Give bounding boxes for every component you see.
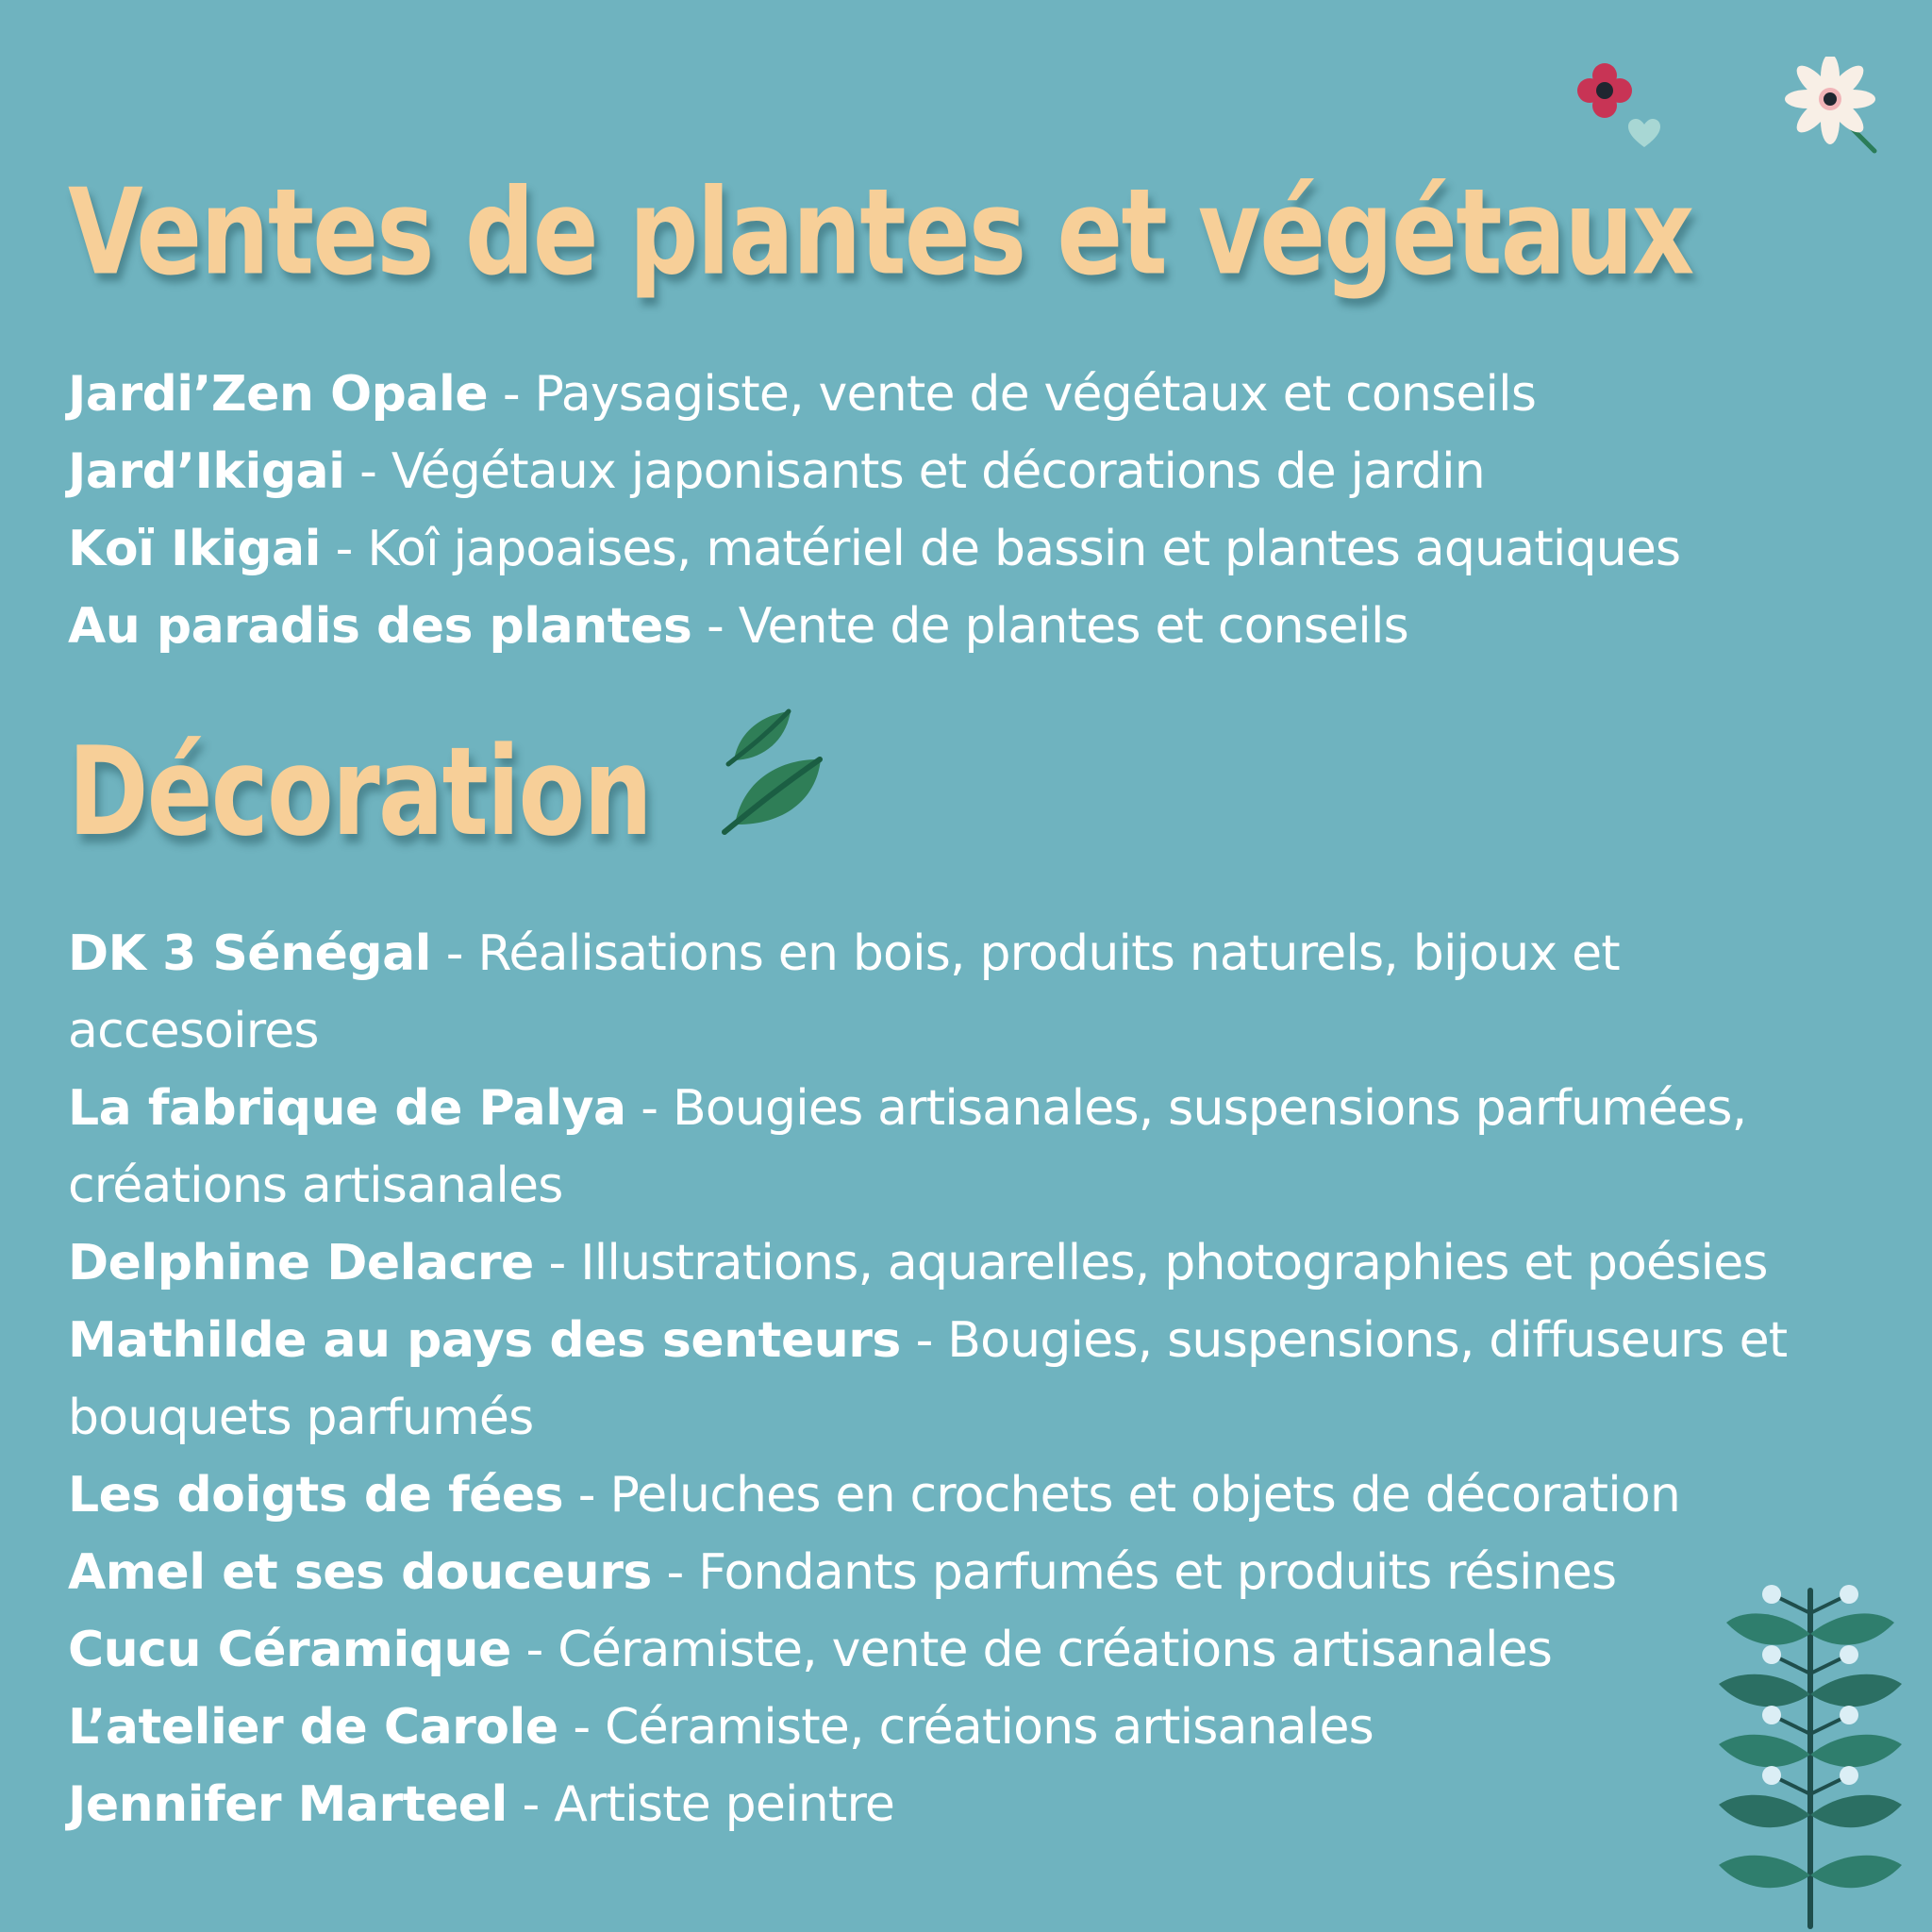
list-item bbox=[68, 1070, 1879, 1224]
list-item bbox=[68, 1534, 1879, 1611]
vendor-separator: - bbox=[510, 1622, 558, 1678]
vendor-separator: - bbox=[344, 443, 391, 500]
list-item bbox=[68, 1224, 1879, 1302]
vendor-separator: - bbox=[507, 1776, 555, 1833]
vendor-name: Au paradis des plantes bbox=[68, 598, 692, 655]
vendor-separator: - bbox=[651, 1544, 699, 1601]
vendor-separator: - bbox=[320, 521, 368, 577]
vendor-separator: - bbox=[558, 1699, 606, 1756]
list-item bbox=[68, 915, 1879, 1070]
vendor-description: Artiste peintre bbox=[554, 1776, 895, 1833]
vendor-description: Réalisations en bois, produits naturels, bijoux et accesoires bbox=[68, 925, 1620, 1059]
list-item bbox=[68, 1689, 1879, 1766]
list-item bbox=[68, 356, 1879, 433]
vendor-name: La fabrique de Palya bbox=[68, 1080, 626, 1137]
decoration-vendor-list bbox=[68, 915, 1879, 1843]
list-item bbox=[68, 1457, 1879, 1534]
vendor-description: Vente de plantes et conseils bbox=[738, 598, 1408, 655]
vendor-name: Jard’Ikigai bbox=[68, 443, 345, 500]
vendor-separator: - bbox=[533, 1235, 581, 1291]
white-flower-icon bbox=[1783, 57, 1881, 155]
vendor-name: L’atelier de Carole bbox=[68, 1699, 558, 1756]
vendor-name: Koï Ikigai bbox=[68, 521, 321, 577]
vendor-name: Cucu Céramique bbox=[68, 1622, 511, 1678]
vendor-separator: - bbox=[900, 1312, 948, 1369]
section-title-decoration: Décoration bbox=[68, 721, 651, 864]
vendor-description: Koî japoaises, matériel de bassin et plantes aquatiques bbox=[367, 521, 1681, 577]
list-item bbox=[68, 588, 1879, 665]
list-item bbox=[68, 1766, 1879, 1843]
vendor-separator: - bbox=[488, 366, 535, 423]
vendor-description: Peluches en crochets et objets de décoration bbox=[609, 1467, 1681, 1524]
vendor-description: Fondants parfumés et produits résines bbox=[698, 1544, 1617, 1601]
vendor-name: Mathilde au pays des senteurs bbox=[68, 1312, 901, 1369]
section-title-plants: Ventes de plantes et végétaux bbox=[68, 163, 1693, 302]
red-flower-icon bbox=[1575, 61, 1634, 120]
vendor-description: Céramiste, créations artisanales bbox=[605, 1699, 1374, 1756]
branch-with-berries-icon bbox=[1707, 1575, 1932, 1932]
vendor-name: Delphine Delacre bbox=[68, 1235, 534, 1291]
vendor-description: Illustrations, aquarelles, photographies et poésies bbox=[580, 1235, 1768, 1291]
vendor-name: DK 3 Sénégal bbox=[68, 925, 431, 982]
vendor-description: Céramiste, vente de créations artisanales bbox=[558, 1622, 1553, 1678]
list-item bbox=[68, 433, 1879, 510]
heart-icon bbox=[1626, 117, 1662, 149]
list-item bbox=[68, 1611, 1879, 1689]
vendor-separator: - bbox=[691, 598, 739, 655]
vendor-description: Paysagiste, vente de végétaux et conseils bbox=[534, 366, 1537, 423]
vendor-separator: - bbox=[563, 1467, 610, 1524]
vendor-name: Amel et ses douceurs bbox=[68, 1544, 652, 1601]
vendor-separator: - bbox=[431, 925, 478, 982]
vendor-name: Les doigts de fées bbox=[68, 1467, 564, 1524]
plants-vendor-list bbox=[68, 356, 1879, 665]
list-item bbox=[68, 510, 1879, 588]
green-leaves-icon bbox=[717, 708, 835, 844]
vendor-description: Végétaux japonisants et décorations de jardin bbox=[391, 443, 1485, 500]
vendor-description: Bougies artisanales, suspensions parfumées, créations artisanales bbox=[68, 1080, 1747, 1214]
vendor-name: Jardi’Zen Opale bbox=[68, 366, 489, 423]
vendor-separator: - bbox=[625, 1080, 673, 1137]
vendor-description: Bougies, suspensions, diffuseurs et bouquets parfumés bbox=[68, 1312, 1788, 1446]
list-item bbox=[68, 1302, 1879, 1457]
vendor-name: Jennifer Marteel bbox=[68, 1776, 508, 1833]
